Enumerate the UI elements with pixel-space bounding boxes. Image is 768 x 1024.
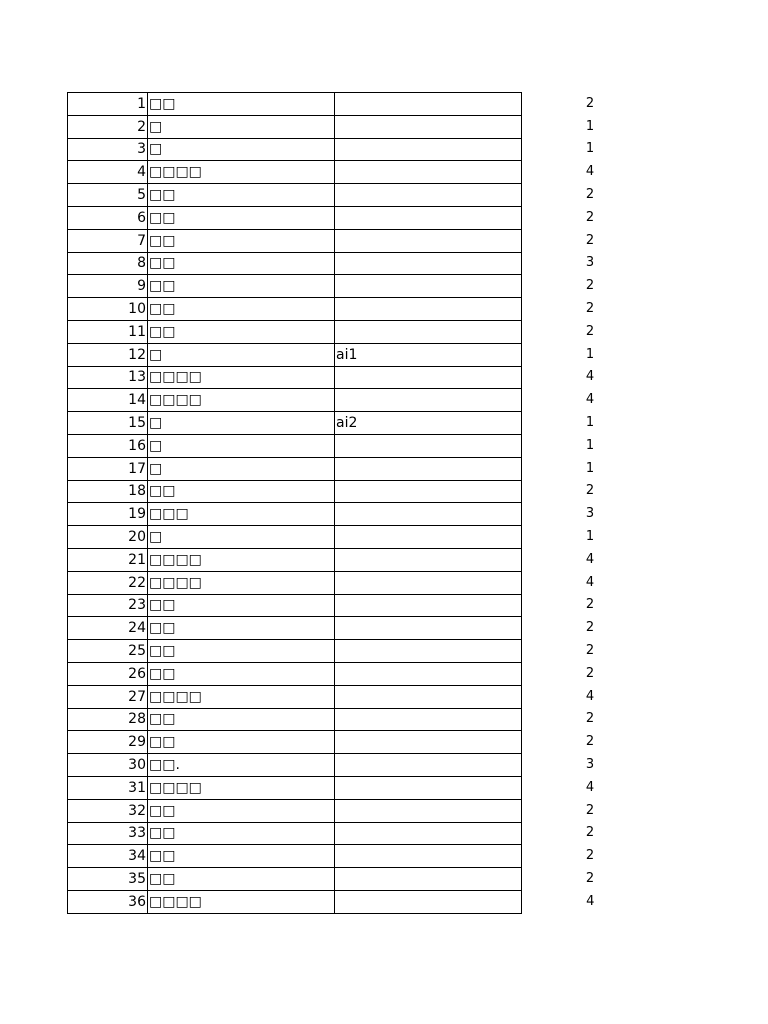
name-cell-text: □ xyxy=(149,460,163,477)
count-cell[interactable] xyxy=(522,571,663,594)
note-cell[interactable] xyxy=(335,343,522,366)
row-number-cell[interactable] xyxy=(68,366,148,389)
count-cell-text: 2 xyxy=(585,95,595,111)
name-cell[interactable] xyxy=(148,366,335,389)
note-cell[interactable] xyxy=(335,366,522,389)
count-cell-text: 4 xyxy=(585,574,595,590)
table-row xyxy=(68,617,663,640)
table-row xyxy=(68,526,663,549)
table-row xyxy=(68,457,663,480)
name-cell[interactable] xyxy=(148,776,335,799)
table-row xyxy=(68,138,663,161)
count-cell[interactable] xyxy=(522,343,663,366)
name-cell-text: □ xyxy=(149,141,163,158)
count-cell-text: 2 xyxy=(585,825,595,841)
count-cell-text: 2 xyxy=(585,301,595,317)
row-number-cell[interactable] xyxy=(68,161,148,184)
name-cell[interactable] xyxy=(148,275,335,298)
count-cell-text: 2 xyxy=(585,802,595,818)
row-number-cell-text: 23 xyxy=(128,597,146,614)
note-cell[interactable] xyxy=(335,320,522,343)
note-cell[interactable] xyxy=(335,298,522,321)
name-cell-text: □□ xyxy=(149,232,176,249)
row-number-cell-text: 30 xyxy=(128,757,146,773)
table-row xyxy=(68,890,663,913)
row-number-cell-text: 1 xyxy=(137,95,146,112)
name-cell-text: □ xyxy=(149,118,163,135)
count-cell-text: 2 xyxy=(585,597,595,613)
table-row xyxy=(68,206,663,229)
row-number-cell-text: 29 xyxy=(128,734,146,751)
name-cell-text: □□ xyxy=(149,870,176,887)
name-cell[interactable] xyxy=(148,161,335,184)
table-row xyxy=(68,868,663,891)
name-cell-text: □□ xyxy=(149,825,176,842)
table-body xyxy=(68,93,663,914)
count-cell-text: 4 xyxy=(585,369,595,385)
spreadsheet-page xyxy=(67,92,663,914)
name-cell-text: □□ xyxy=(149,323,176,340)
count-cell[interactable] xyxy=(522,503,663,526)
name-cell[interactable] xyxy=(148,343,335,366)
row-number-cell-text: 26 xyxy=(128,665,146,682)
name-cell-text: □□ xyxy=(149,597,176,614)
name-cell[interactable] xyxy=(148,662,335,685)
count-cell-text: 2 xyxy=(585,278,595,294)
name-cell-text: □□ xyxy=(149,209,176,226)
count-cell-text: 2 xyxy=(585,323,595,339)
name-cell[interactable] xyxy=(148,252,335,275)
name-cell[interactable] xyxy=(148,617,335,640)
count-cell[interactable] xyxy=(522,115,663,138)
name-cell-text: □□ xyxy=(149,278,176,295)
name-cell-text: □□□□ xyxy=(149,688,202,705)
count-cell[interactable] xyxy=(522,161,663,184)
note-cell[interactable] xyxy=(335,161,522,184)
row-number-cell-text: 10 xyxy=(128,301,146,318)
table-row xyxy=(68,434,663,457)
row-number-cell[interactable] xyxy=(68,890,148,913)
note-cell[interactable] xyxy=(335,548,522,571)
note-cell[interactable] xyxy=(335,275,522,298)
note-cell[interactable] xyxy=(335,640,522,663)
count-cell[interactable] xyxy=(522,229,663,252)
name-cell[interactable] xyxy=(148,480,335,503)
count-cell[interactable] xyxy=(522,320,663,343)
count-cell-text: 4 xyxy=(585,779,595,795)
row-number-cell[interactable] xyxy=(68,708,148,731)
count-cell-text: 1 xyxy=(585,437,595,453)
row-number-cell[interactable] xyxy=(68,389,148,412)
table-row xyxy=(68,776,663,799)
name-cell-text: □□ xyxy=(149,483,176,500)
name-cell-text: □□□□ xyxy=(149,164,202,181)
row-number-cell[interactable] xyxy=(68,457,148,480)
note-cell[interactable] xyxy=(335,503,522,526)
name-cell-text: □□ xyxy=(149,620,176,637)
row-number-cell[interactable] xyxy=(68,571,148,594)
name-cell[interactable] xyxy=(148,389,335,412)
count-cell-text: 4 xyxy=(585,688,595,704)
count-cell-text: 2 xyxy=(585,620,595,636)
row-number-cell[interactable] xyxy=(68,731,148,754)
note-cell[interactable] xyxy=(335,890,522,913)
count-cell-text: 2 xyxy=(585,232,595,248)
table-row xyxy=(68,252,663,275)
count-cell[interactable] xyxy=(522,662,663,685)
count-cell[interactable] xyxy=(522,754,663,777)
row-number-cell-text: 21 xyxy=(128,551,146,568)
note-cell[interactable] xyxy=(335,434,522,457)
note-cell[interactable] xyxy=(335,617,522,640)
table-row xyxy=(68,548,663,571)
table-row xyxy=(68,640,663,663)
count-cell[interactable] xyxy=(522,138,663,161)
count-cell-text: 2 xyxy=(585,483,595,499)
count-cell-text: 2 xyxy=(585,209,595,225)
name-cell-text: □□ xyxy=(149,665,176,682)
row-number-cell[interactable] xyxy=(68,799,148,822)
note-cell[interactable] xyxy=(335,594,522,617)
table-row xyxy=(68,662,663,685)
row-number-cell-text: 20 xyxy=(128,529,146,546)
count-cell[interactable] xyxy=(522,890,663,913)
name-cell-text: □□□□ xyxy=(149,893,202,910)
name-cell[interactable] xyxy=(148,890,335,913)
name-cell[interactable] xyxy=(148,503,335,526)
name-cell[interactable] xyxy=(148,640,335,663)
row-number-cell-text: 15 xyxy=(128,415,146,432)
note-cell[interactable] xyxy=(335,845,522,868)
count-cell-text: 1 xyxy=(585,415,595,431)
note-cell[interactable] xyxy=(335,685,522,708)
row-number-cell-text: 33 xyxy=(128,825,146,842)
table-row xyxy=(68,503,663,526)
table-row xyxy=(68,320,663,343)
name-cell[interactable] xyxy=(148,320,335,343)
count-cell[interactable] xyxy=(522,275,663,298)
count-cell[interactable] xyxy=(522,799,663,822)
note-cell[interactable] xyxy=(335,229,522,252)
count-cell[interactable] xyxy=(522,252,663,275)
table-row xyxy=(68,412,663,435)
row-number-cell[interactable] xyxy=(68,252,148,275)
row-number-cell[interactable] xyxy=(68,594,148,617)
name-cell[interactable] xyxy=(148,526,335,549)
row-number-cell-text: 28 xyxy=(128,711,146,728)
count-cell[interactable] xyxy=(522,184,663,207)
name-cell[interactable] xyxy=(148,571,335,594)
name-cell-text: □ xyxy=(149,415,163,432)
note-cell[interactable] xyxy=(335,776,522,799)
note-cell[interactable] xyxy=(335,754,522,777)
count-cell-text: 2 xyxy=(585,870,595,886)
table-row xyxy=(68,93,663,116)
count-cell-text: 2 xyxy=(585,711,595,727)
row-number-cell-text: 4 xyxy=(137,164,146,181)
row-number-cell-text: 22 xyxy=(128,574,146,591)
row-number-cell[interactable] xyxy=(68,640,148,663)
name-cell-text: □□ xyxy=(149,734,176,751)
count-cell-text: 1 xyxy=(585,141,595,157)
row-number-cell-text: 24 xyxy=(128,620,146,637)
row-number-cell-text: 11 xyxy=(128,323,146,340)
count-cell[interactable] xyxy=(522,93,663,116)
row-number-cell[interactable] xyxy=(68,617,148,640)
count-cell[interactable] xyxy=(522,868,663,891)
name-cell[interactable] xyxy=(148,548,335,571)
count-cell[interactable] xyxy=(522,640,663,663)
note-cell[interactable] xyxy=(335,708,522,731)
row-number-cell-text: 17 xyxy=(128,460,146,477)
row-number-cell[interactable] xyxy=(68,662,148,685)
table-row xyxy=(68,275,663,298)
name-cell[interactable] xyxy=(148,434,335,457)
count-cell[interactable] xyxy=(522,845,663,868)
note-cell[interactable] xyxy=(335,662,522,685)
name-cell[interactable] xyxy=(148,685,335,708)
count-cell-text: 4 xyxy=(586,893,595,909)
count-cell[interactable] xyxy=(522,457,663,480)
row-number-cell[interactable] xyxy=(68,229,148,252)
count-cell-text: 2 xyxy=(585,665,595,681)
note-cell[interactable] xyxy=(335,822,522,845)
name-cell-text: □□ xyxy=(149,95,176,112)
row-number-cell[interactable] xyxy=(68,343,148,366)
row-number-cell-text: 2 xyxy=(137,118,146,135)
count-cell-text: 3 xyxy=(585,506,595,522)
count-cell-text: 2 xyxy=(585,187,595,203)
count-cell-text: 4 xyxy=(585,551,595,567)
name-cell-text: □□□□ xyxy=(149,574,202,591)
table-row xyxy=(68,754,663,777)
count-cell[interactable] xyxy=(522,617,663,640)
row-number-cell[interactable] xyxy=(68,298,148,321)
name-cell-text: □□ xyxy=(149,643,176,660)
count-cell[interactable] xyxy=(522,731,663,754)
name-cell-text: □□□□ xyxy=(149,779,202,796)
note-cell[interactable] xyxy=(335,457,522,480)
row-number-cell[interactable] xyxy=(68,845,148,868)
row-number-cell[interactable] xyxy=(68,206,148,229)
table-row xyxy=(68,366,663,389)
table-row xyxy=(68,115,663,138)
count-cell-text: 1 xyxy=(585,346,595,362)
row-number-cell[interactable] xyxy=(68,275,148,298)
name-cell[interactable] xyxy=(148,868,335,891)
row-number-cell-text: 12 xyxy=(128,346,146,363)
name-cell[interactable] xyxy=(148,845,335,868)
count-cell[interactable] xyxy=(522,206,663,229)
row-number-cell-text: 5 xyxy=(137,187,146,204)
count-cell[interactable] xyxy=(522,685,663,708)
name-cell[interactable] xyxy=(148,594,335,617)
table-row xyxy=(68,184,663,207)
row-number-cell[interactable] xyxy=(68,320,148,343)
count-cell-text: 3 xyxy=(585,757,595,772)
row-number-cell[interactable] xyxy=(68,480,148,503)
name-cell[interactable] xyxy=(148,138,335,161)
note-cell[interactable] xyxy=(335,138,522,161)
name-cell-text: □□ xyxy=(149,711,176,728)
note-cell[interactable] xyxy=(335,731,522,754)
row-number-cell[interactable] xyxy=(68,434,148,457)
count-cell-text: 1 xyxy=(585,460,595,476)
row-number-cell[interactable] xyxy=(68,93,148,116)
note-cell[interactable] xyxy=(335,93,522,116)
note-cell[interactable] xyxy=(335,206,522,229)
row-number-cell[interactable] xyxy=(68,184,148,207)
table-row xyxy=(68,845,663,868)
table-row xyxy=(68,298,663,321)
row-number-cell-text: 16 xyxy=(128,437,146,454)
row-number-cell-text: 25 xyxy=(128,643,146,660)
name-cell[interactable] xyxy=(148,298,335,321)
name-cell[interactable] xyxy=(148,822,335,845)
table-row xyxy=(68,480,663,503)
row-number-cell-text: 19 xyxy=(128,506,146,523)
count-cell-text: 2 xyxy=(585,734,595,750)
count-cell[interactable] xyxy=(522,594,663,617)
row-number-cell-text: 3 xyxy=(137,141,146,158)
row-number-cell[interactable] xyxy=(68,115,148,138)
row-number-cell-text: 13 xyxy=(128,369,146,386)
note-cell-text: ai2 xyxy=(336,415,358,432)
row-number-cell[interactable] xyxy=(68,548,148,571)
name-cell-text: □ xyxy=(149,437,163,454)
name-cell[interactable] xyxy=(148,229,335,252)
row-number-cell-text: 27 xyxy=(128,688,146,705)
note-cell[interactable] xyxy=(335,480,522,503)
count-cell-text: 4 xyxy=(585,164,595,180)
table-row xyxy=(68,161,663,184)
count-cell[interactable] xyxy=(522,298,663,321)
name-cell[interactable] xyxy=(148,457,335,480)
name-cell[interactable] xyxy=(148,206,335,229)
table-row xyxy=(68,389,663,412)
table-row xyxy=(68,229,663,252)
row-number-cell[interactable] xyxy=(68,868,148,891)
name-cell-text: □□□□ xyxy=(149,551,202,568)
name-cell[interactable] xyxy=(148,412,335,435)
row-number-cell[interactable] xyxy=(68,526,148,549)
row-number-cell[interactable] xyxy=(68,412,148,435)
count-cell[interactable] xyxy=(522,776,663,799)
note-cell-text: ai1 xyxy=(336,346,358,363)
table-row xyxy=(68,343,663,366)
count-cell-text: 2 xyxy=(585,643,595,659)
note-cell[interactable] xyxy=(335,184,522,207)
count-cell[interactable] xyxy=(522,708,663,731)
name-cell-text: □□ xyxy=(149,802,176,819)
count-cell[interactable] xyxy=(522,434,663,457)
count-cell[interactable] xyxy=(522,822,663,845)
count-cell[interactable] xyxy=(522,412,663,435)
row-number-cell-text: 6 xyxy=(137,209,146,226)
row-number-cell-text: 7 xyxy=(137,232,146,249)
name-cell[interactable] xyxy=(148,115,335,138)
table-row xyxy=(68,731,663,754)
note-cell[interactable] xyxy=(335,799,522,822)
row-number-cell-text: 18 xyxy=(128,483,146,500)
note-cell[interactable] xyxy=(335,526,522,549)
table-row xyxy=(68,685,663,708)
name-cell[interactable] xyxy=(148,799,335,822)
row-number-cell[interactable] xyxy=(68,822,148,845)
count-cell-text: 1 xyxy=(585,529,595,545)
table-row xyxy=(68,799,663,822)
name-cell[interactable] xyxy=(148,708,335,731)
count-cell-text: 1 xyxy=(585,118,595,134)
row-number-cell-text: 36 xyxy=(128,893,146,910)
table-row xyxy=(68,594,663,617)
count-cell-text: 4 xyxy=(585,392,595,408)
data-table xyxy=(67,92,663,914)
table-row xyxy=(68,822,663,845)
table-row xyxy=(68,708,663,731)
name-cell-text: □ xyxy=(149,346,163,363)
name-cell-text: □□□□ xyxy=(149,392,202,409)
name-cell[interactable] xyxy=(148,731,335,754)
name-cell-text: □ xyxy=(149,529,163,546)
row-number-cell[interactable] xyxy=(68,685,148,708)
name-cell-text: □□□ xyxy=(149,506,189,523)
row-number-cell[interactable] xyxy=(68,754,148,777)
name-cell-text: □□. xyxy=(149,757,180,773)
count-cell[interactable] xyxy=(522,389,663,412)
name-cell-text: □□ xyxy=(149,255,176,272)
count-cell[interactable] xyxy=(522,548,663,571)
row-number-cell-text: 8 xyxy=(137,255,146,272)
row-number-cell[interactable] xyxy=(68,138,148,161)
note-cell[interactable] xyxy=(335,571,522,594)
row-number-cell[interactable] xyxy=(68,503,148,526)
count-cell[interactable] xyxy=(522,366,663,389)
count-cell[interactable] xyxy=(522,526,663,549)
name-cell-text: □□ xyxy=(149,301,176,318)
note-cell[interactable] xyxy=(335,252,522,275)
name-cell[interactable] xyxy=(148,93,335,116)
note-cell[interactable] xyxy=(335,868,522,891)
name-cell[interactable] xyxy=(148,754,335,777)
row-number-cell[interactable] xyxy=(68,776,148,799)
note-cell[interactable] xyxy=(335,115,522,138)
note-cell[interactable] xyxy=(335,412,522,435)
row-number-cell-text: 32 xyxy=(128,802,146,819)
name-cell-text: □□ xyxy=(149,187,176,204)
name-cell[interactable] xyxy=(148,184,335,207)
note-cell[interactable] xyxy=(335,389,522,412)
row-number-cell-text: 31 xyxy=(128,779,146,796)
count-cell-text: 2 xyxy=(585,848,595,864)
row-number-cell-text: 34 xyxy=(128,848,146,865)
row-number-cell-text: 35 xyxy=(128,870,146,887)
row-number-cell-text: 9 xyxy=(137,278,146,295)
name-cell-text: □□□□ xyxy=(149,369,202,386)
count-cell[interactable] xyxy=(522,480,663,503)
row-number-cell-text: 14 xyxy=(128,392,146,409)
count-cell-text: 3 xyxy=(585,255,595,271)
name-cell-text: □□ xyxy=(149,848,176,865)
table-row xyxy=(68,571,663,594)
